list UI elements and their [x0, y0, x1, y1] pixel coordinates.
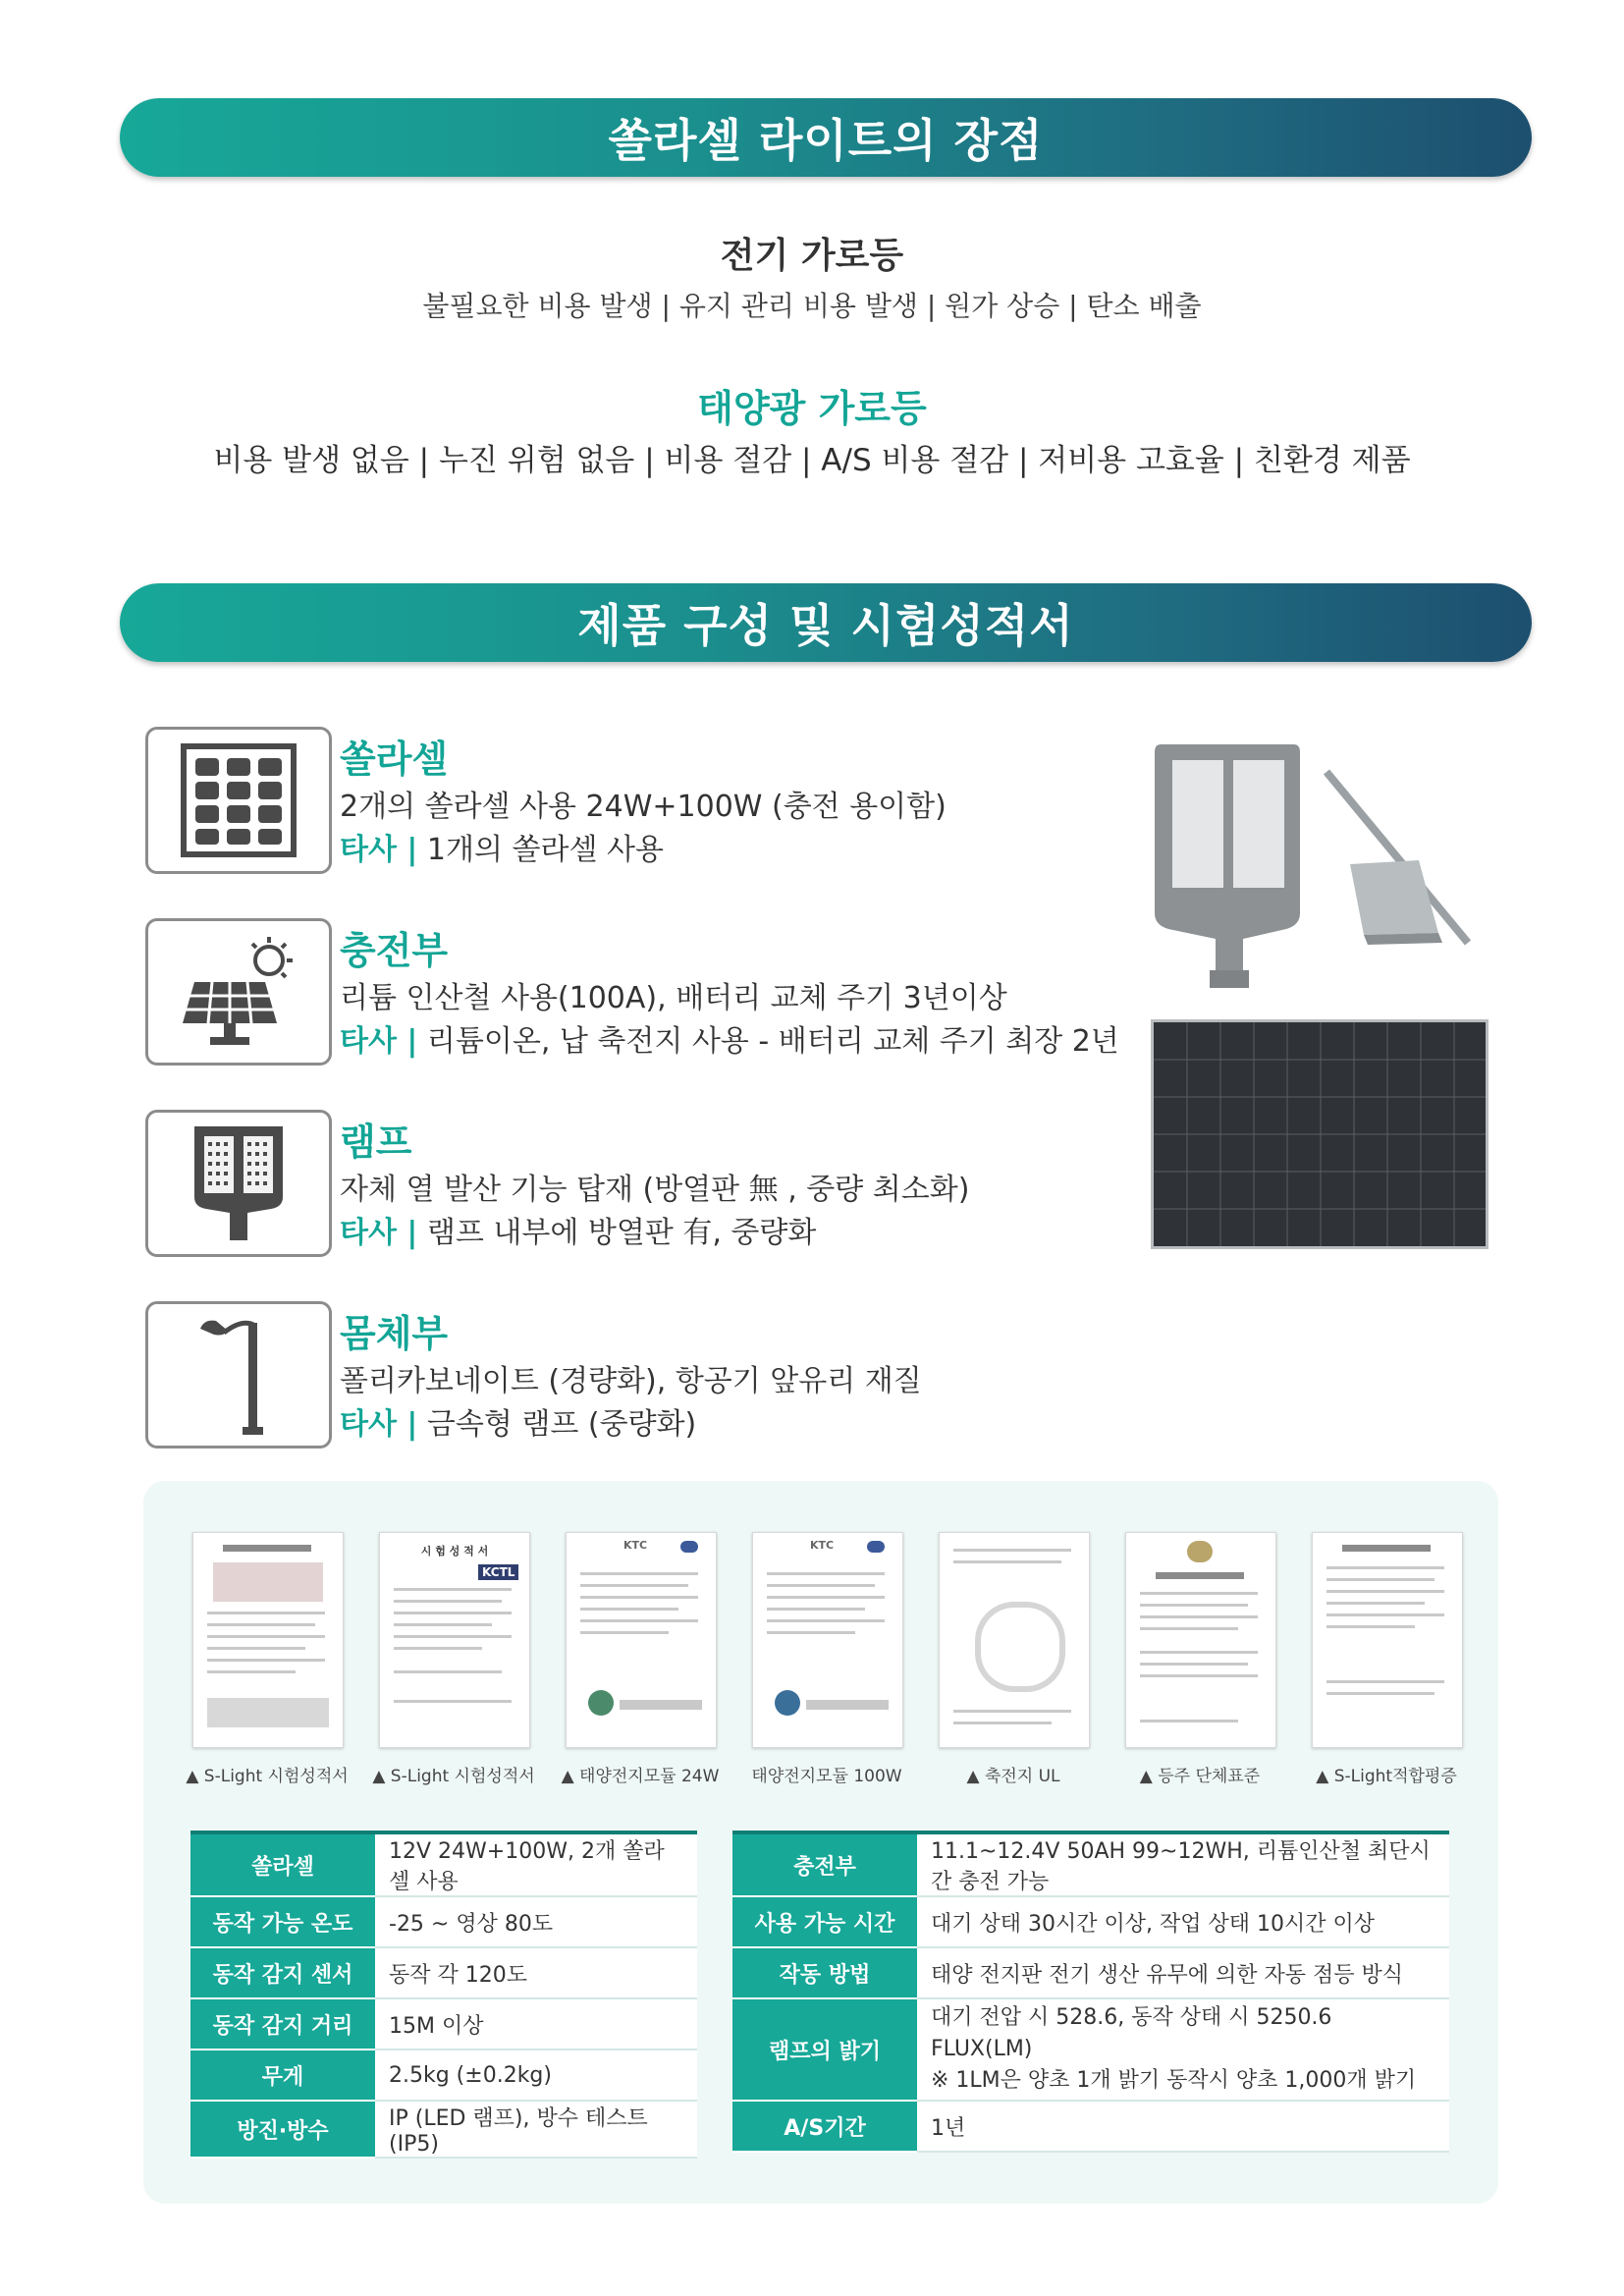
table-row	[732, 2101, 1449, 2152]
table-row	[190, 1834, 697, 1896]
certificate-caption-6: ▲ 등주 단체표준	[1139, 1767, 1261, 1786]
certificate-image-6	[1125, 1532, 1276, 1748]
table-row	[190, 1896, 697, 1947]
feature-competitor-lamp	[340, 1208, 816, 1251]
feature-competitor-charger	[340, 1016, 1119, 1060]
lamp-side-photo	[1321, 766, 1488, 953]
spec-key: 작동 방법	[732, 1947, 917, 1998]
spec-value: 2.5kg (±0.2kg)	[375, 2050, 697, 2101]
feature-desc-body: 폴리카보네이트 (경량화), 항공기 앞유리 재질	[340, 1364, 922, 1398]
advantages-banner	[120, 98, 1532, 177]
competitor-label: 타사 |	[340, 1216, 418, 1250]
spec-value: 15M 이상	[375, 1998, 697, 2050]
electric-light-title: 전기 가로등	[720, 236, 904, 276]
competitor-text: 1개의 쏠라셀 사용	[417, 833, 664, 867]
spec-value: 1년	[917, 2101, 1449, 2152]
advantages-title: 쏠라셀 라이트의 장점	[608, 114, 1044, 167]
spec-key: 충전부	[732, 1834, 917, 1896]
solar-light-title: 태양광 가로등	[697, 387, 927, 430]
spec-value: 동작 각 120도	[375, 1947, 697, 1998]
certificate-image-3	[566, 1532, 717, 1748]
solar-panel-photo	[1151, 1019, 1489, 1249]
competitor-text: 리튬이온, 납 축전지 사용 - 배터리 교체 주기 최장 2년	[417, 1024, 1119, 1059]
brightness-note: ※ 1LM은 양초 1개 밝기 동작시 양초 1,000개 밝기	[931, 2068, 1417, 2093]
competitor-label: 타사 |	[340, 833, 418, 867]
certificate-caption-7: ▲ S-Light적합평증	[1316, 1767, 1457, 1786]
spec-key: 사용 가능 시간	[732, 1896, 917, 1947]
feature-title-lamp: 램프	[340, 1121, 412, 1164]
composition-banner	[120, 583, 1532, 662]
led-lamp-icon	[145, 1110, 332, 1257]
certificate-caption-1: ▲ S-Light 시험성적서	[186, 1767, 349, 1786]
ktc-logo: KTC	[810, 1539, 835, 1552]
certificate-image-7	[1312, 1532, 1463, 1748]
spec-key: 동작 감지 센서	[190, 1947, 375, 1998]
feature-title-body: 몸체부	[340, 1312, 449, 1355]
table-row	[732, 1834, 1449, 1896]
ktc-logo: KTC	[623, 1539, 648, 1552]
certificate-caption-5: ▲ 축전지 UL	[966, 1767, 1060, 1786]
feature-competitor-solarcell	[340, 825, 664, 868]
table-row	[732, 1896, 1449, 1947]
spec-key: 쏠라셀	[190, 1834, 375, 1896]
certificate-image-1	[192, 1532, 344, 1748]
solar-light-points: 비용 발생 없음 | 누진 위험 없음 | 비용 절감 | A/S 비용 절감 | 저비용 고효율 | 친환경 제품	[213, 443, 1411, 478]
spec-table-right	[732, 1834, 1449, 2153]
certificate-caption-4: 태양전지모듈 100W	[751, 1767, 902, 1786]
table-row	[190, 2101, 697, 2158]
table-row	[190, 1998, 697, 2050]
certificate-image-5	[939, 1532, 1090, 1748]
certificate-image-2	[379, 1532, 530, 1748]
doc-title: 시 험 성 적 서	[420, 1545, 489, 1558]
competitor-text: 금속형 램프 (중량화)	[417, 1407, 697, 1442]
spec-value: 12V 24W+100W, 2개 쏠라셀 사용	[375, 1834, 697, 1896]
table-row	[190, 1947, 697, 1998]
table-row	[732, 1947, 1449, 1998]
brightness-value: 대기 전압 시 528.6, 동작 상태 시 5250.6 FLUX(LM)	[931, 2005, 1332, 2061]
certificate-caption-3: ▲ 태양전지모듈 24W	[561, 1767, 720, 1786]
spec-value	[917, 1998, 1449, 2101]
solar-charger-icon	[145, 918, 332, 1066]
spec-value: IP (LED 램프), 방수 테스트 (IP5)	[375, 2101, 697, 2158]
solar-panel-icon	[145, 727, 332, 874]
table-row	[732, 1998, 1449, 2101]
spec-key: 방진·방수	[190, 2101, 375, 2158]
street-light-icon	[145, 1301, 332, 1449]
feature-title-charger: 충전부	[340, 929, 449, 972]
certificate-caption-2: ▲ S-Light 시험성적서	[372, 1767, 535, 1786]
composition-title: 제품 구성 및 시험성적서	[577, 599, 1074, 652]
spec-key: 무게	[190, 2050, 375, 2101]
feature-desc-charger: 리튬 인산철 사용(100A), 배터리 교체 주기 3년이상	[340, 981, 1007, 1015]
competitor-label: 타사 |	[340, 1407, 418, 1442]
spec-value: -25 ~ 영상 80도	[375, 1896, 697, 1947]
spec-key: A/S기간	[732, 2101, 917, 2152]
kctl-logo: KCTL	[478, 1564, 518, 1580]
competitor-text: 램프 내부에 방열판 有, 중량화	[417, 1216, 817, 1250]
spec-key: 램프의 밝기	[732, 1998, 917, 2101]
feature-title-solarcell: 쏠라셀	[340, 738, 449, 781]
spec-value: 대기 상태 30시간 이상, 작업 상태 10시간 이상	[917, 1896, 1449, 1947]
competitor-label: 타사 |	[340, 1024, 418, 1059]
spec-table-left	[190, 1834, 697, 2159]
lamp-product-photo	[1149, 738, 1306, 994]
spec-key: 동작 감지 거리	[190, 1998, 375, 2050]
certificate-image-4	[752, 1532, 903, 1748]
spec-value: 태양 전지판 전기 생산 유무에 의한 자동 점등 방식	[917, 1947, 1449, 1998]
table-row	[190, 2050, 697, 2101]
feature-desc-lamp: 자체 열 발산 기능 탑재 (방열판 無 , 중량 최소화)	[340, 1173, 970, 1207]
spec-value: 11.1~12.4V 50AH 99~12WH, 리튬인산철 최단시간 충전 가능	[917, 1834, 1449, 1896]
feature-competitor-body	[340, 1399, 696, 1443]
feature-desc-solarcell: 2개의 쏠라셀 사용 24W+100W (충전 용이함)	[340, 790, 947, 824]
electric-light-points: 불필요한 비용 발생 | 유지 관리 비용 발생 | 원가 상승 | 탄소 배출	[422, 290, 1202, 322]
spec-key: 동작 가능 온도	[190, 1896, 375, 1947]
